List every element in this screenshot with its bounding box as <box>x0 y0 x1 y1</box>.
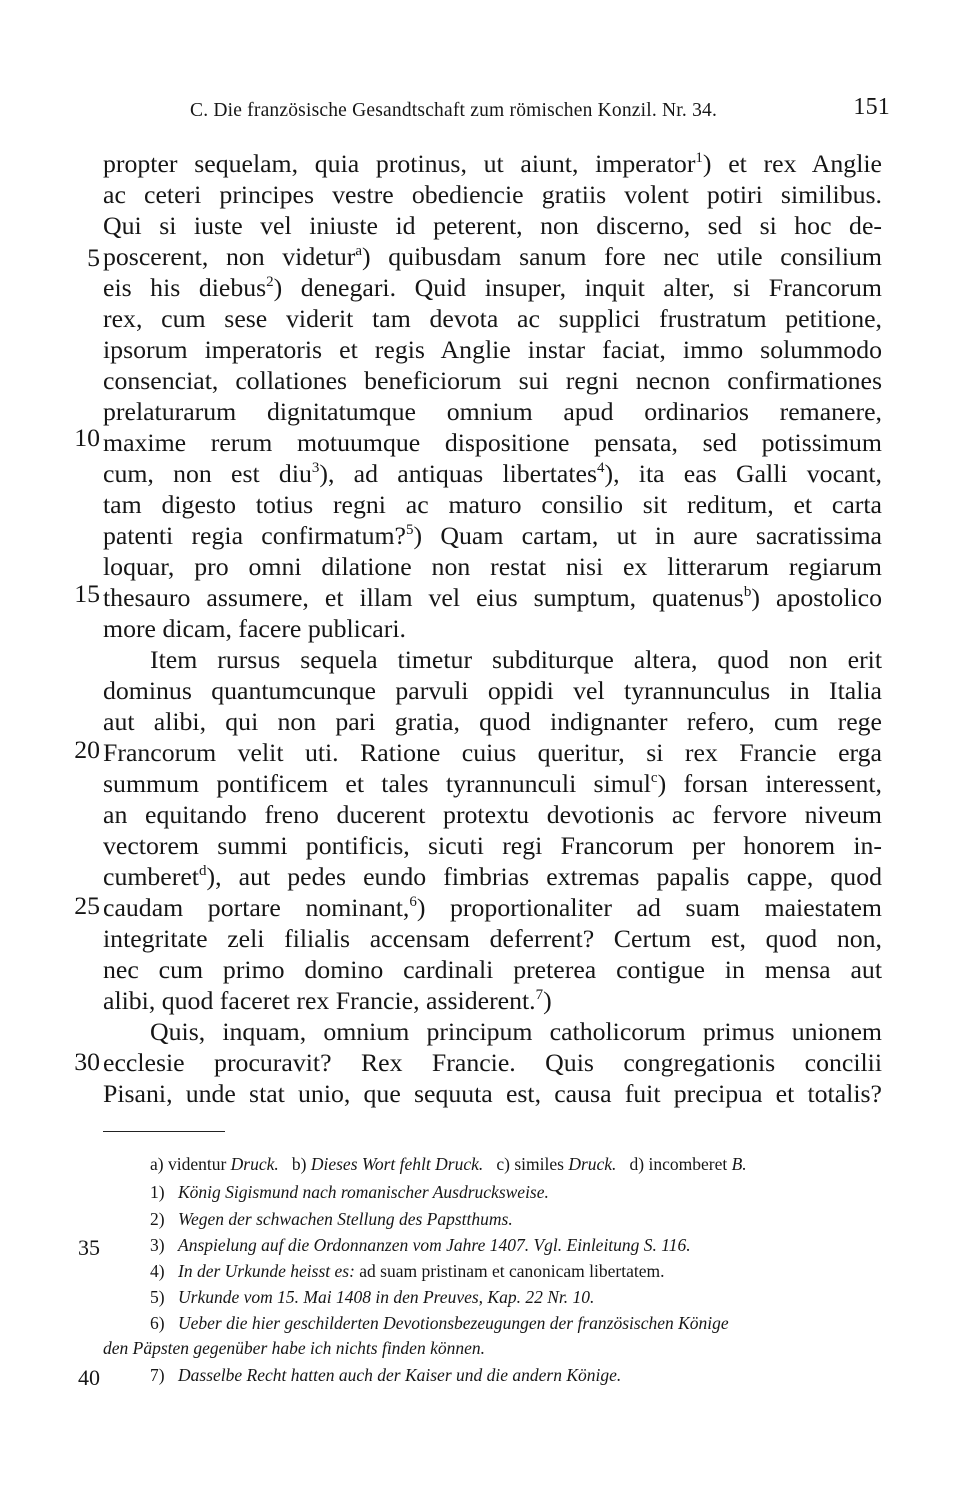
line-number: 20 <box>74 735 100 764</box>
body-line-18: dominus quantumcunque parvuli oppidi vel tyrannunculus in Italia <box>103 676 882 705</box>
body-line-10: maxime rerum motuumque dispositione pensata, sed potissimum <box>103 428 882 457</box>
body-line-22: an equitando freno ducerent protextu devotionis ac fervore niveum <box>103 800 882 829</box>
footnote-6-continued: den Päpsten gegenüber habe ich nichts finden können. <box>103 1338 485 1358</box>
footnote-4: 4) In der Urkunde heisst es: ad suam pristinam et canonicam libertatem. <box>150 1261 665 1281</box>
footnote-rule <box>103 1131 225 1132</box>
line-number: 15 <box>74 579 100 608</box>
footnote-1: 1) König Sigismund nach romanischer Ausdrucksweise. <box>150 1182 549 1202</box>
body-line-21: summum pontificem et tales tyrannunculi simul$^c$) forsan interessent, <box>103 769 882 798</box>
footnote-6: 6) Ueber die hier geschilderten Devotionsbezeugungen der französischen Könige <box>150 1313 729 1333</box>
body-line-11: cum, non est diu$^3$), ad antiquas libertates$^4$), ita eas Galli vocant, <box>103 459 882 488</box>
line-number: 25 <box>74 891 100 920</box>
body-line-16: more dicam, facere publicari. <box>103 614 406 643</box>
line-number: 30 <box>74 1047 100 1076</box>
body-line-9: prelaturarum dignitatumque omnium apud ordinarios remanere, <box>103 397 882 426</box>
body-line-15: thesauro assumere, et illam vel eius sumptum, quatenus$^b$) apostolico <box>103 583 883 612</box>
page-number: 151 <box>853 94 890 120</box>
body-line-3: Qui si iuste vel iniuste id peterent, non discerno, sed si hoc de- <box>103 211 882 240</box>
body-line-20: Francorum velit uti. Ratione cuius queritur, si rex Francie erga <box>103 738 882 767</box>
body-line-7: ipsorum imperatoris et regis Anglie instar faciat, immo solummodo <box>103 335 882 364</box>
body-line-13: patenti regia confirmatum?$^5$) Quam cartam, ut in aure sacratissima <box>103 521 882 550</box>
footnote-3: 3) Anspielung auf die Ordonnanzen vom Jahre 1407. Vgl. Einleitung S. 116. <box>150 1235 691 1255</box>
body-line-30: ecclesie procuravit? Rex Francie. Quis congregationis concilii <box>103 1048 882 1077</box>
body-line-26: integritate zeli filialis accensam deferrent? Certum est, quod non, <box>103 924 882 953</box>
footnote-line-number: 40 <box>78 1365 100 1390</box>
body-line-31: Pisani, unde stat unio, que sequuta est, causa fuit precipua et totalis? <box>103 1079 882 1108</box>
body-line-1: propter sequelam, quia protinus, ut aiunt, imperator$^1$) et rex Anglie <box>103 149 882 178</box>
apparatus-line: a) videntur Druck. b) Dieses Wort fehlt Druck. c) similes Druck. d) incomberet B. <box>150 1154 747 1174</box>
footnote-line-number: 35 <box>78 1235 100 1260</box>
body-line-23: vectorem summi pontificis, sicuti regi Francorum per honorem in- <box>103 831 882 860</box>
footnote-7: 7) Dasselbe Recht hatten auch der Kaiser und die andern Könige. <box>150 1365 622 1385</box>
body-line-29: Quis, inquam, omnium principum catholicorum primus unionem <box>150 1017 882 1046</box>
body-line-19: aut alibi, qui non pari gratia, quod indignanter refero, cum rege <box>103 707 882 736</box>
body-line-25: caudam portare nominant,$^6$) proportionaliter ad suam maiestatem <box>103 893 882 922</box>
body-line-27: nec cum primo domino cardinali preterea contigue in mensa aut <box>103 955 882 984</box>
body-line-24: cumberet$^d$), aut pedes eundo fimbrias extremas papalis cappe, quod <box>103 862 882 891</box>
body-line-8: consenciat, collationes beneficiorum sui regni necnon confirmationes <box>103 366 882 395</box>
body-line-17: Item rursus sequela timetur subditurque altera, quod non erit <box>150 645 882 674</box>
body-line-6: rex, cum sese viderit tam devota ac supplici frustratum petitione, <box>103 304 882 333</box>
line-number: 5 <box>87 243 100 272</box>
running-title: C. Die französische Gesandtschaft zum römischen Konzil. Nr. 34. <box>190 100 718 121</box>
line-number: 10 <box>74 423 100 452</box>
body-line-12: tam digesto totius regni ac maturo consilio sit reditum, et carta <box>103 490 882 519</box>
body-line-5: eis his diebus$^2$) denegari. Quid insuper, inquit alter, si Francorum <box>103 273 882 302</box>
running-header <box>190 94 890 124</box>
body-line-28: alibi, quod faceret rex Francie, assiderent.$^7$) <box>103 986 552 1015</box>
body-line-14: loquar, pro omni dilatione non restat nisi ex litterarum regiarum <box>103 552 882 581</box>
body-line-2: ac ceteri principes vestre obediencie gratiis volent potiri similibus. <box>103 180 882 209</box>
footnote-2: 2) Wegen der schwachen Stellung des Papstthums. <box>150 1209 513 1229</box>
footnote-5: 5) Urkunde vom 15. Mai 1408 in den Preuves, Kap. 22 Nr. 10. <box>150 1287 595 1307</box>
body-line-4: poscerent, non videtur$^a$) quibusdam sanum fore nec utile consilium <box>103 242 882 271</box>
